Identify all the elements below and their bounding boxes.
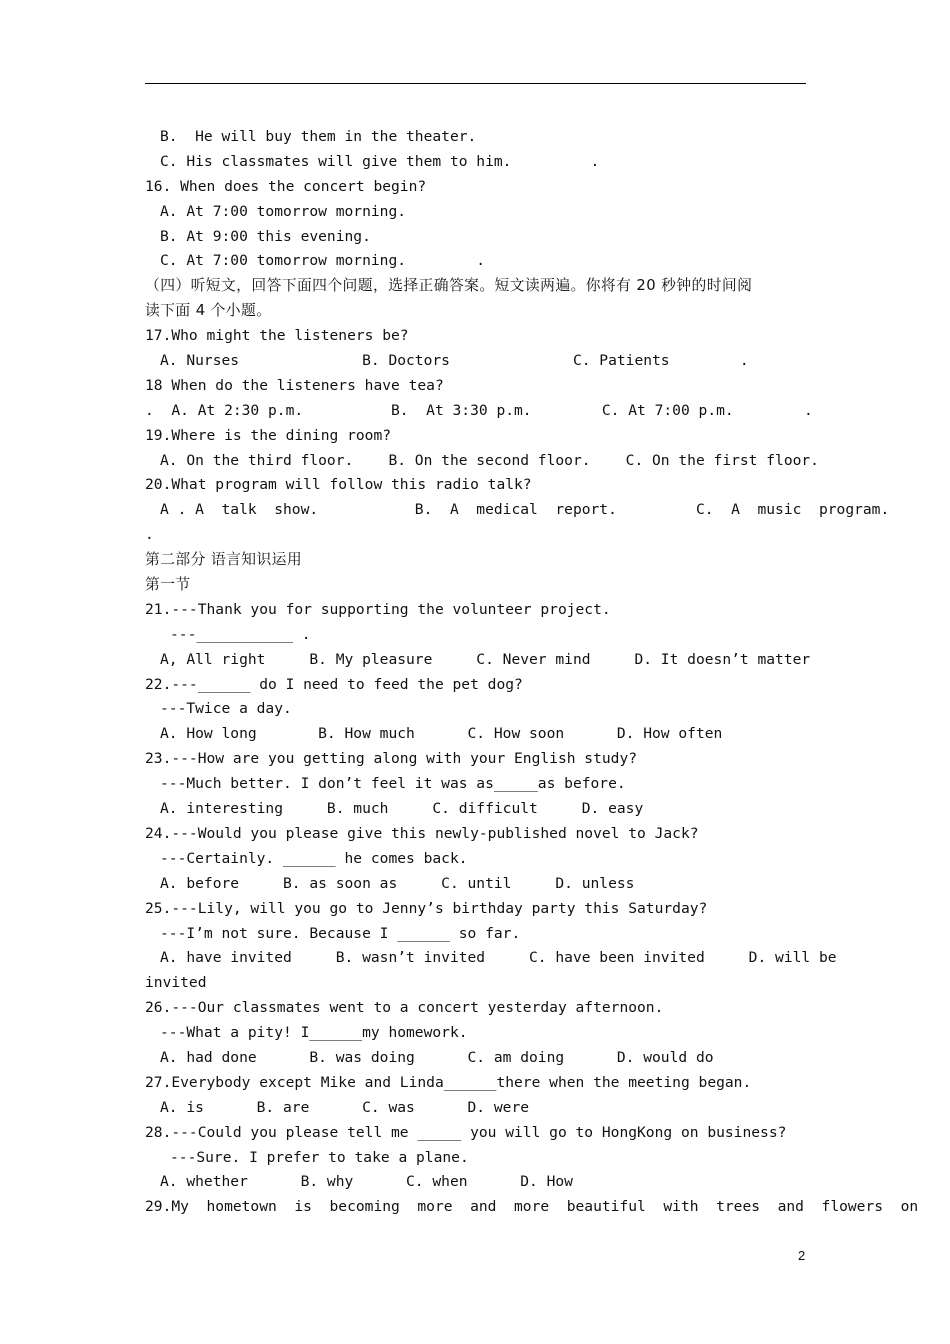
section-heading: 第一节 — [145, 576, 191, 594]
text-line: B. At 9:00 this evening. — [160, 227, 371, 245]
text-line: A. had done B. was doing C. am doing D. would do — [160, 1048, 714, 1066]
text-line: A. How long B. How much C. How soon D. How often — [160, 725, 723, 743]
page-number: 2 — [798, 1248, 806, 1263]
text-line: 29.My hometown is becoming more and more beautiful with trees and flowers on — [145, 1198, 919, 1216]
text-line: 20.What program will follow this radio talk? — [145, 476, 532, 494]
header-rule — [145, 83, 806, 84]
text-line: C. His classmates will give them to him. . — [160, 152, 600, 170]
text-line: A. is B. are C. was D. were — [160, 1098, 530, 1116]
text-line: A. Nurses B. Doctors C. Patients . — [160, 352, 749, 370]
text-line: A. On the third floor. B. On the second floor. C. On the first floor. — [160, 451, 819, 469]
question-text — [145, 125, 919, 1220]
text-line: 19.Where is the dining room? — [145, 426, 392, 444]
text-line: A . A talk show. B. A medical report. C. A music program. — [160, 501, 890, 519]
text-line: 24.---Would you please give this newly-published novel to Jack? — [145, 824, 699, 842]
text-line: invited — [145, 974, 207, 992]
text-line: B. He will buy them in the theater. — [160, 128, 477, 145]
section-instruction: 读下面 4 个小题。 — [145, 302, 272, 320]
text-line: A. have invited B. wasn’t invited C. have been invited D. will be — [160, 949, 837, 967]
text-line: ---___________ . — [170, 625, 311, 643]
text-line: 28.---Could you please tell me _____ you will go to HongKong on business? — [145, 1123, 787, 1141]
part-heading: 第二部分 语言知识运用 — [145, 551, 303, 569]
text-line: ---I’m not sure. Because I ______ so far. — [160, 924, 521, 942]
text-line: . A. At 2:30 p.m. B. At 3:30 p.m. C. At 7:00 p.m. . — [145, 401, 813, 419]
text-line: 27.Everybody except Mike and Linda______there when the meeting began. — [145, 1073, 752, 1091]
text-line: 25.---Lily, will you go to Jenny’s birthday party this Saturday? — [145, 899, 708, 917]
text-line: A. before B. as soon as C. until D. unless — [160, 874, 635, 892]
text-line: A. whether B. why C. when D. How — [160, 1173, 573, 1191]
text-line: A. interesting B. much C. difficult D. easy — [160, 800, 644, 818]
text-line: 18 When do the listeners have tea? — [145, 376, 444, 394]
text-line: C. At 7:00 tomorrow morning. . — [160, 252, 486, 270]
text-line: ---Sure. I prefer to take a plane. — [170, 1148, 469, 1166]
text-line: ---Twice a day. — [160, 700, 292, 718]
text-line: 17.Who might the listeners be? — [145, 327, 409, 345]
text-line: 23.---How are you getting along with your English study? — [145, 750, 638, 768]
text-line: ---Much better. I don’t feel it was as_____as before. — [160, 775, 626, 793]
text-line: 26.---Our classmates went to a concert yesterday afternoon. — [145, 999, 664, 1017]
text-line: . — [145, 526, 154, 544]
text-line: ---Certainly. ______ he comes back. — [160, 849, 468, 867]
text-line: 21.---Thank you for supporting the volunteer project. — [145, 600, 611, 618]
text-line: 16. When does the concert begin? — [145, 177, 427, 195]
section-instruction: （四）听短文，回答下面四个问题，选择正确答案。短文读两遍。你将有 20 秒钟的时间阅 — [145, 277, 753, 295]
text-line: A, All right B. My pleasure C. Never mind D. It doesn’t matter — [160, 650, 811, 668]
text-line: ---What a pity! I______my homework. — [160, 1024, 468, 1042]
text-line: A. At 7:00 tomorrow morning. — [160, 202, 407, 220]
text-line: 22.---______ do I need to feed the pet dog? — [145, 675, 523, 693]
